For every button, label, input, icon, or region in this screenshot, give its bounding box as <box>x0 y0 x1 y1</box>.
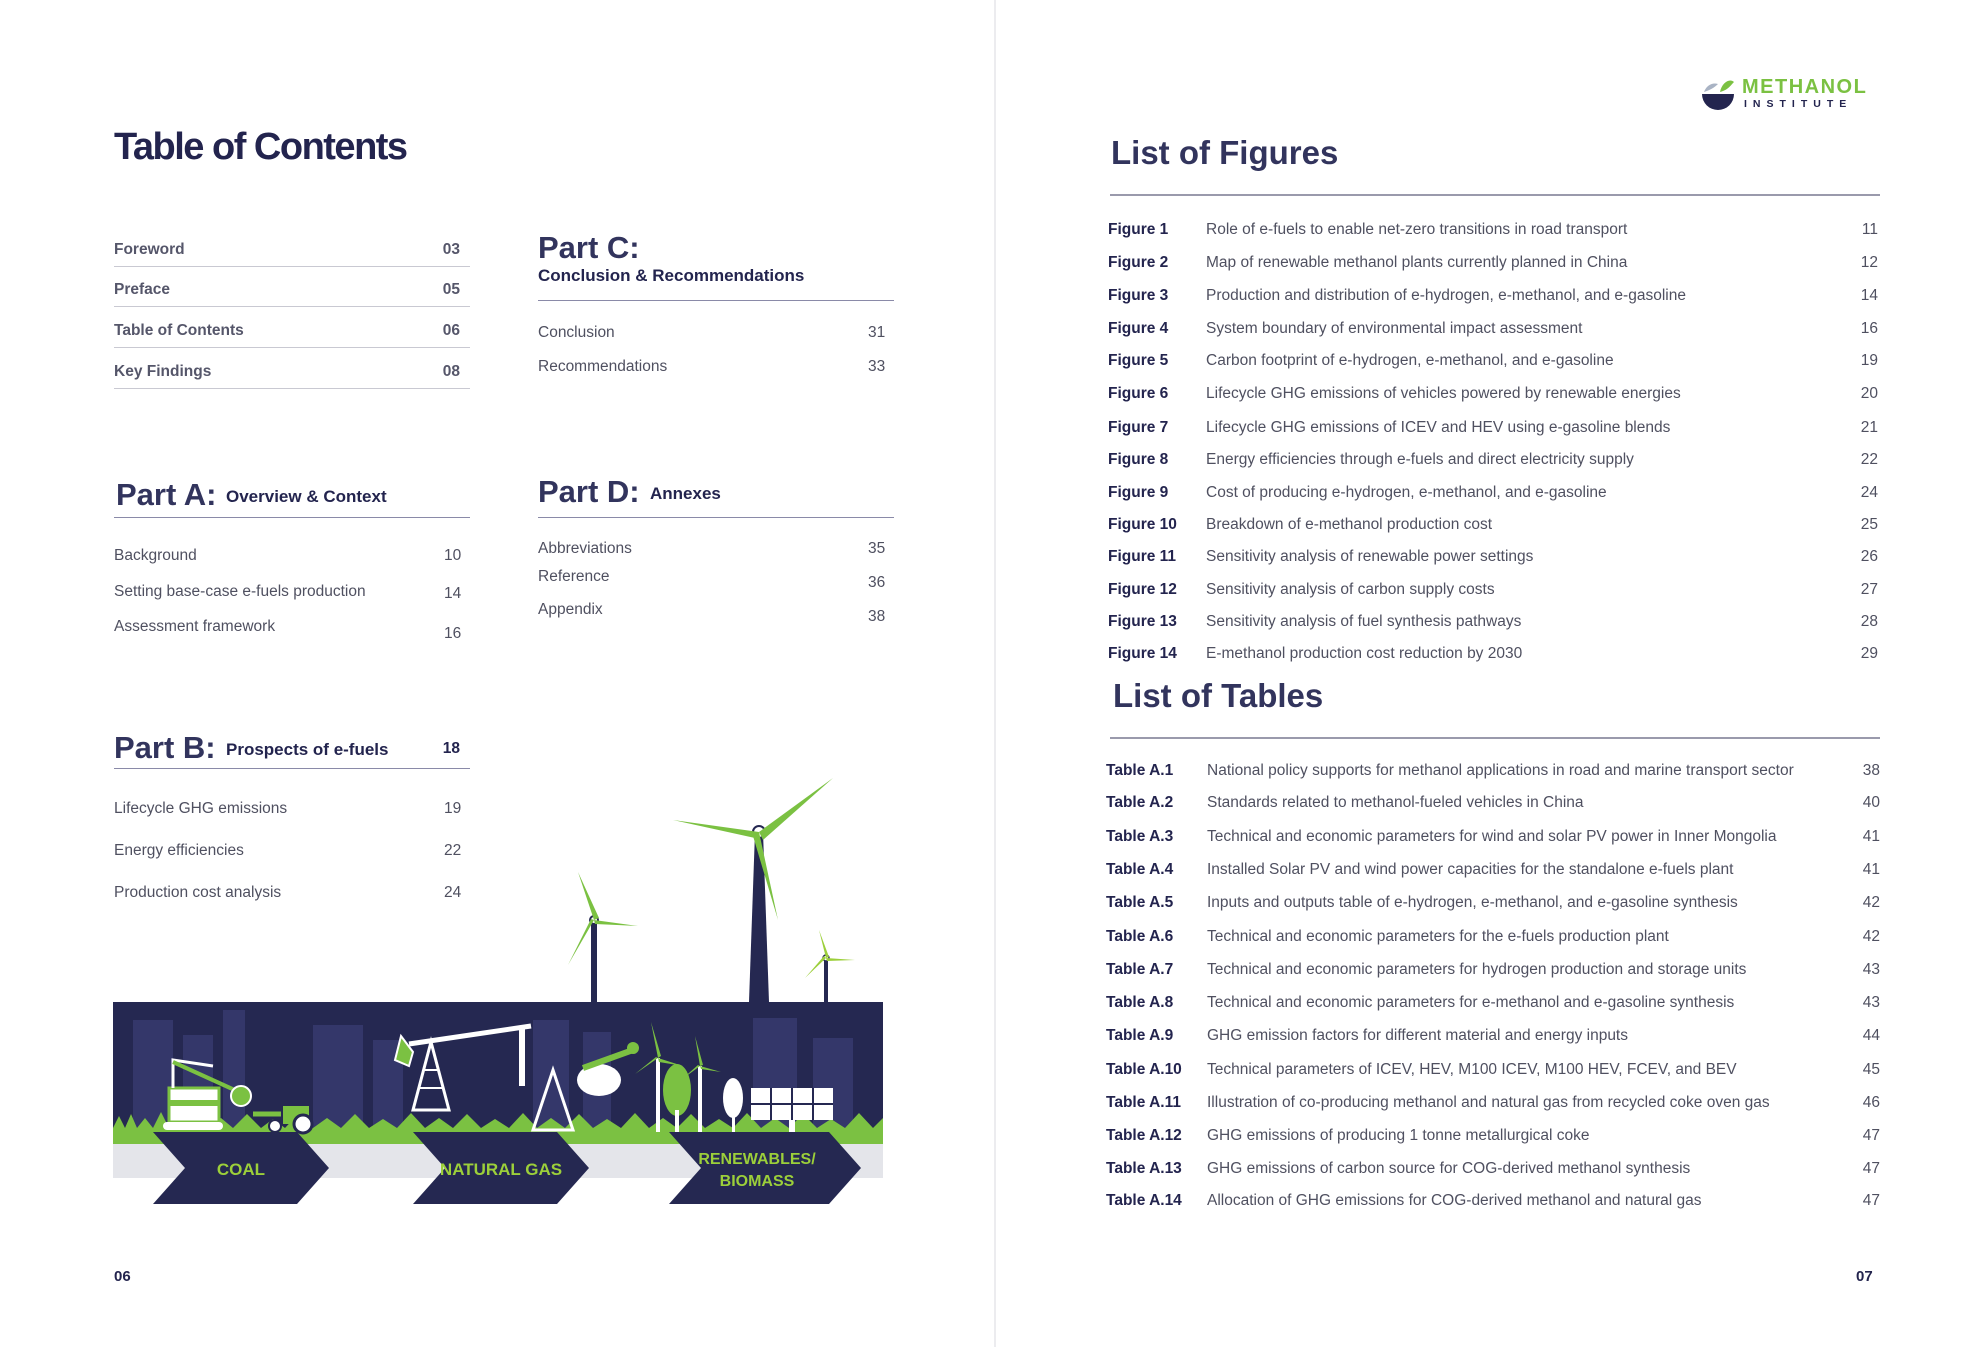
toc-entry-page: 35 <box>868 540 886 557</box>
figure-row[interactable] <box>1108 254 1878 276</box>
figure-row[interactable] <box>1108 484 1878 506</box>
table-page: 46 <box>1862 1094 1880 1111</box>
renewables-label: RENEWABLES/ <box>698 1151 816 1168</box>
figure-label: Figure 1 <box>1108 221 1169 238</box>
figure-label: Figure 4 <box>1108 320 1169 337</box>
toc-entry-abbreviations[interactable]: Abbreviations <box>538 540 632 557</box>
figure-row[interactable] <box>1108 287 1878 309</box>
table-row[interactable] <box>1106 1061 1880 1083</box>
figure-label: Figure 3 <box>1108 287 1169 304</box>
toc-row-page: 06 <box>442 322 460 339</box>
part-d-subtitle: Annexes <box>650 484 721 503</box>
table-page: 40 <box>1862 794 1880 811</box>
table-page: 38 <box>1862 762 1880 779</box>
figure-title: Map of renewable methanol plants currently planned in China <box>1206 254 1628 271</box>
part-d-title: Part D: <box>538 474 640 509</box>
figure-page: 20 <box>1860 385 1878 402</box>
page-number-right: 07 <box>1856 1268 1873 1285</box>
figure-row[interactable] <box>1108 451 1878 473</box>
table-label: Table A.12 <box>1106 1127 1182 1144</box>
part-c-heading <box>538 228 894 301</box>
part-b-subtitle: Prospects of e-fuels <box>226 740 389 759</box>
figure-page: 21 <box>1860 419 1878 436</box>
toc-row-page: 05 <box>442 281 460 298</box>
figure-title: E-methanol production cost reduction by 2030 <box>1206 645 1523 662</box>
figure-row[interactable] <box>1108 581 1878 603</box>
page-number-left: 06 <box>114 1268 131 1285</box>
table-title: Installed Solar PV and wind power capacities for the standalone e-fuels plant <box>1207 861 1734 878</box>
figure-label: Figure 5 <box>1108 352 1169 369</box>
table-page: 47 <box>1862 1160 1880 1177</box>
toc-row-label: Foreword <box>114 241 185 258</box>
figure-label: Figure 13 <box>1108 613 1177 630</box>
toc-entry-page: 31 <box>868 324 886 341</box>
toc-entry-page: 33 <box>868 358 886 375</box>
figure-page: 24 <box>1860 484 1878 501</box>
figure-label: Figure 12 <box>1108 581 1177 598</box>
table-row[interactable] <box>1106 994 1880 1016</box>
toc-entry-assessment[interactable]: Assessment framework <box>114 618 276 635</box>
table-page: 45 <box>1862 1061 1880 1078</box>
part-a-subtitle: Overview & Context <box>226 487 387 506</box>
biomass-label: BIOMASS <box>719 1173 795 1190</box>
figure-row[interactable] <box>1108 352 1878 374</box>
large-wind-turbine <box>673 778 833 1002</box>
toc-row-page: 08 <box>442 363 460 380</box>
table-row[interactable] <box>1106 961 1880 983</box>
table-row[interactable] <box>1106 1027 1880 1049</box>
logo-line2: INSTITUTE <box>1744 98 1853 110</box>
figure-label: Figure 10 <box>1108 516 1177 533</box>
figure-page: 26 <box>1860 548 1878 565</box>
figure-label: Figure 14 <box>1108 645 1177 662</box>
table-row[interactable] <box>1106 928 1880 950</box>
toc-entry-recommendations[interactable]: Recommendations <box>538 358 668 375</box>
figure-label: Figure 11 <box>1108 548 1177 565</box>
table-row[interactable] <box>1106 794 1880 816</box>
table-title: Technical and economic parameters for the e-fuels production plant <box>1207 928 1669 945</box>
table-title: National policy supports for methanol applications in road and marine transport sector <box>1207 762 1794 779</box>
logo-mark-icon <box>1700 76 1736 112</box>
part-a-heading <box>114 472 470 518</box>
table-row[interactable] <box>1106 1160 1880 1182</box>
figure-title: System boundary of environmental impact assessment <box>1206 320 1583 337</box>
figure-row[interactable] <box>1108 419 1878 441</box>
figure-title: Role of e-fuels to enable net-zero transitions in road transport <box>1206 221 1628 238</box>
small-wind-turbine <box>805 930 855 1002</box>
toc-row-key-findings[interactable] <box>114 348 470 389</box>
table-row[interactable] <box>1106 1127 1880 1149</box>
table-label: Table A.11 <box>1106 1094 1181 1111</box>
table-row[interactable] <box>1106 762 1880 784</box>
table-title: GHG emission factors for different material and energy inputs <box>1207 1027 1628 1044</box>
figure-label: Figure 9 <box>1108 484 1169 501</box>
table-row[interactable] <box>1106 1094 1880 1116</box>
part-b-title: Part B: <box>114 730 216 765</box>
figure-row[interactable] <box>1108 385 1878 407</box>
table-page: 43 <box>1862 994 1880 1011</box>
toc-entry-page: 36 <box>868 574 886 591</box>
table-label: Table A.3 <box>1106 828 1174 845</box>
table-row[interactable] <box>1106 828 1880 850</box>
figure-title: Sensitivity analysis of carbon supply costs <box>1206 581 1495 598</box>
list-of-tables-title: List of Tables <box>1113 677 1324 714</box>
table-page: 43 <box>1862 961 1880 978</box>
toc-entry-cost[interactable]: Production cost analysis <box>114 884 282 901</box>
table-page: 42 <box>1862 894 1880 911</box>
figure-page: 25 <box>1860 516 1878 533</box>
table-title: GHG emissions of producing 1 tonne metallurgical coke <box>1207 1127 1590 1144</box>
table-title: Technical and economic parameters for wind and solar PV power in Inner Mongolia <box>1207 828 1777 845</box>
figure-title: Lifecycle GHG emissions of vehicles powered by renewable energies <box>1206 385 1681 402</box>
toc-entry-page: 10 <box>444 547 462 564</box>
toc-entry-page: 16 <box>444 625 462 642</box>
part-b-page: 18 <box>442 740 460 757</box>
tables-rule <box>1110 737 1880 739</box>
table-label: Table A.5 <box>1106 894 1174 911</box>
figures-rule <box>1110 194 1880 196</box>
toc-entry-background[interactable]: Background <box>114 547 197 564</box>
table-label: Table A.6 <box>1106 928 1174 945</box>
figure-row[interactable] <box>1108 613 1878 635</box>
table-page: 41 <box>1862 828 1880 845</box>
figure-row[interactable] <box>1108 548 1878 570</box>
toc-entry-base-case[interactable]: Setting base-case e-fuels production <box>114 583 366 600</box>
toc-row-table-of-contents[interactable] <box>114 307 470 348</box>
table-page: 47 <box>1862 1192 1880 1209</box>
toc-row-label: Table of Contents <box>114 322 244 339</box>
figure-title: Production and distribution of e-hydrogen, e-methanol, and e-gasoline <box>1206 287 1686 304</box>
figure-row[interactable] <box>1108 221 1878 243</box>
toc-entry-page: 14 <box>444 585 462 602</box>
table-label: Table A.1 <box>1106 762 1174 779</box>
part-a-title: Part A: <box>116 477 217 512</box>
part-c-title: Part C: <box>538 230 640 265</box>
table-label: Table A.2 <box>1106 794 1174 811</box>
toc-row-preface[interactable] <box>114 266 470 307</box>
toc-entry-reference[interactable]: Reference <box>538 568 610 585</box>
part-b-heading <box>114 728 470 769</box>
toc-entry-page: 19 <box>444 800 462 817</box>
figure-label: Figure 2 <box>1108 254 1169 271</box>
table-label: Table A.14 <box>1106 1192 1182 1209</box>
figure-page: 16 <box>1860 320 1878 337</box>
figure-title: Cost of producing e-hydrogen, e-methanol, and e-gasoline <box>1206 484 1607 501</box>
toc-entry-appendix[interactable]: Appendix <box>538 601 603 618</box>
toc-title: Table of Contents <box>114 126 407 168</box>
figure-title: Breakdown of e-methanol production cost <box>1206 516 1493 533</box>
figure-title: Lifecycle GHG emissions of ICEV and HEV using e-gasoline blends <box>1206 419 1671 436</box>
table-row[interactable] <box>1106 861 1880 883</box>
table-page: 44 <box>1862 1027 1880 1044</box>
part-c-subtitle: Conclusion & Recommendations <box>538 266 805 285</box>
figure-title: Energy efficiencies through e-fuels and direct electricity supply <box>1206 451 1634 468</box>
table-title: Inputs and outputs table of e-hydrogen, e-methanol, and e-gasoline synthesis <box>1207 894 1738 911</box>
figure-title: Carbon footprint of e-hydrogen, e-methanol, and e-gasoline <box>1206 352 1614 369</box>
figure-row[interactable] <box>1108 320 1878 342</box>
energy-transition-illustration <box>113 770 883 1210</box>
figure-page: 27 <box>1860 581 1878 598</box>
methanol-institute-logo <box>1700 74 1890 114</box>
natural-gas-label: NATURAL GAS <box>439 1160 563 1179</box>
figure-page: 22 <box>1860 451 1878 468</box>
figure-label: Figure 7 <box>1108 419 1169 436</box>
table-label: Table A.10 <box>1106 1061 1182 1078</box>
toc-row-label: Preface <box>114 281 171 298</box>
table-title: Technical and economic parameters for e-methanol and e-gasoline synthesis <box>1207 994 1735 1011</box>
figure-title: Sensitivity analysis of fuel synthesis pathways <box>1206 613 1522 630</box>
table-title: Standards related to methanol-fueled vehicles in China <box>1207 794 1584 811</box>
toc-row-label: Key Findings <box>114 363 212 380</box>
toc-entry-conclusion[interactable]: Conclusion <box>538 324 615 341</box>
figure-page: 19 <box>1860 352 1878 369</box>
table-row[interactable] <box>1106 1192 1880 1214</box>
table-title: Illustration of co-producing methanol and natural gas from recycled coke oven gas <box>1207 1094 1770 1111</box>
list-of-figures-title: List of Figures <box>1111 134 1339 171</box>
part-d-heading <box>538 472 894 518</box>
toc-entry-energy[interactable]: Energy efficiencies <box>114 842 244 859</box>
table-label: Table A.4 <box>1106 861 1174 878</box>
figure-title: Sensitivity analysis of renewable power settings <box>1206 548 1534 565</box>
table-title: Technical parameters of ICEV, HEV, M100 ICEV, M100 HEV, FCEV, and BEV <box>1207 1061 1737 1078</box>
toc-entry-page: 38 <box>868 608 886 625</box>
table-page: 47 <box>1862 1127 1880 1144</box>
figure-page: 29 <box>1860 645 1878 662</box>
medium-wind-turbine <box>568 872 638 1002</box>
toc-entry-page: 24 <box>444 884 462 901</box>
figure-page: 12 <box>1860 254 1878 271</box>
table-page: 42 <box>1862 928 1880 945</box>
table-row[interactable] <box>1106 894 1880 916</box>
figure-page: 14 <box>1860 287 1878 304</box>
table-label: Table A.8 <box>1106 994 1174 1011</box>
logo-line1: METHANOL <box>1742 76 1868 98</box>
figure-row[interactable] <box>1108 516 1878 538</box>
table-page: 41 <box>1862 861 1880 878</box>
table-label: Table A.7 <box>1106 961 1174 978</box>
table-title: GHG emissions of carbon source for COG-derived methanol synthesis <box>1207 1160 1691 1177</box>
toc-row-page: 03 <box>442 241 460 258</box>
figure-page: 28 <box>1860 613 1878 630</box>
figure-label: Figure 6 <box>1108 385 1169 402</box>
toc-row-foreword[interactable] <box>114 226 470 267</box>
figure-label: Figure 8 <box>1108 451 1169 468</box>
toc-entry-page: 22 <box>444 842 462 859</box>
right-page <box>995 0 1985 1347</box>
table-label: Table A.9 <box>1106 1027 1174 1044</box>
coal-label: COAL <box>216 1160 266 1179</box>
figure-page: 11 <box>1861 221 1878 238</box>
figure-row[interactable] <box>1108 645 1878 667</box>
table-title: Allocation of GHG emissions for COG-derived methanol and natural gas <box>1207 1192 1702 1209</box>
table-label: Table A.13 <box>1106 1160 1182 1177</box>
toc-entry-lifecycle[interactable]: Lifecycle GHG emissions <box>114 800 288 817</box>
table-title: Technical and economic parameters for hydrogen production and storage units <box>1207 961 1747 978</box>
